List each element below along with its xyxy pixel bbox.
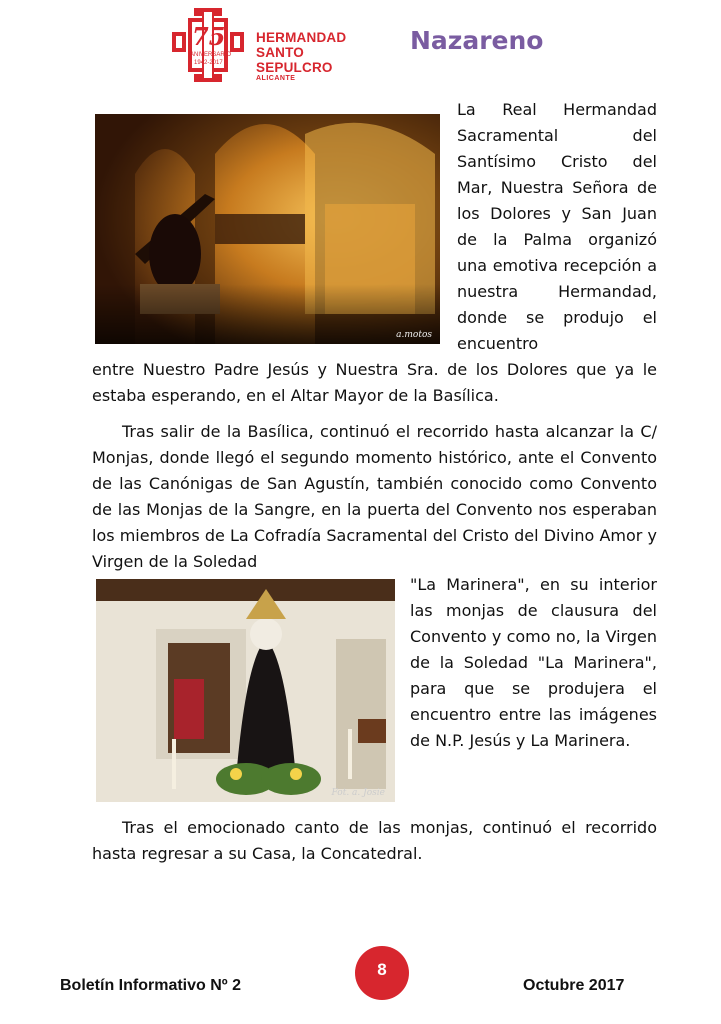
logo-years: 1942-2017 (194, 60, 223, 66)
article-paragraph-1a: La Real Hermandad Sacramental del Santísimo Cristo del Mar, Nuestra Señora de los Dolores y San Juan de la Palma organizó una emotiva recepción a nuestra Hermandad, donde se produjo el encuentro (457, 100, 657, 353)
logo-line-3: ALICANTE (256, 75, 296, 82)
logo-line-2: SANTO SEPULCRO (256, 45, 333, 75)
logo-anniversary: ANIVERSARIO (190, 52, 232, 58)
logo-line-1: HERMANDAD (256, 30, 347, 45)
convent-photo-credit: Fot. a. Josie (331, 788, 385, 798)
article-paragraph-2: Tras salir de la Basílica, continuó el recorrido hasta alcanzar la C/ Monjas, donde llegó el segundo momento histórico, ante el Convento de las Canónigas de San Agustín, también conocido como Convento de las Monjas de la Sangre, en la puerta del Convento nos esperaban los miembros de La Cofradía Sacramental del Cristo del Divino Amor y Virgen de la Soledad (92, 422, 657, 571)
logo-wordmark (256, 30, 362, 83)
article-paragraph-1b: entre Nuestro Padre Jesús y Nuestra Sra. de los Dolores que ya le estaba esperando, en el Altar Mayor de la Basílica. (92, 360, 657, 405)
issue-date: Octubre 2017 (523, 977, 625, 994)
article-paragraph-2b: "La Marinera", en su interior las monjas de clausura del Convento y como no, la Virgen de la Soledad "La Marinera", para que se produjera el encuentro entre las imágenes de N.P. Jesús y La Marinera. (410, 575, 657, 750)
basilica-photo (95, 114, 440, 344)
page-number-badge: 8 (355, 946, 409, 1000)
article-paragraph-3: Tras el emocionado canto de las monjas, continuó el recorrido hasta regresar a su Casa, la Concatedral. (92, 818, 657, 863)
convent-photo (96, 579, 395, 802)
basilica-photo-credit: a.motos (396, 330, 432, 340)
bulletin-label: Boletín Informativo Nº 2 (60, 977, 241, 994)
brotherhood-logo (172, 8, 362, 84)
section-title: Nazareno (410, 26, 544, 55)
logo-numeral: 75 (192, 22, 226, 51)
